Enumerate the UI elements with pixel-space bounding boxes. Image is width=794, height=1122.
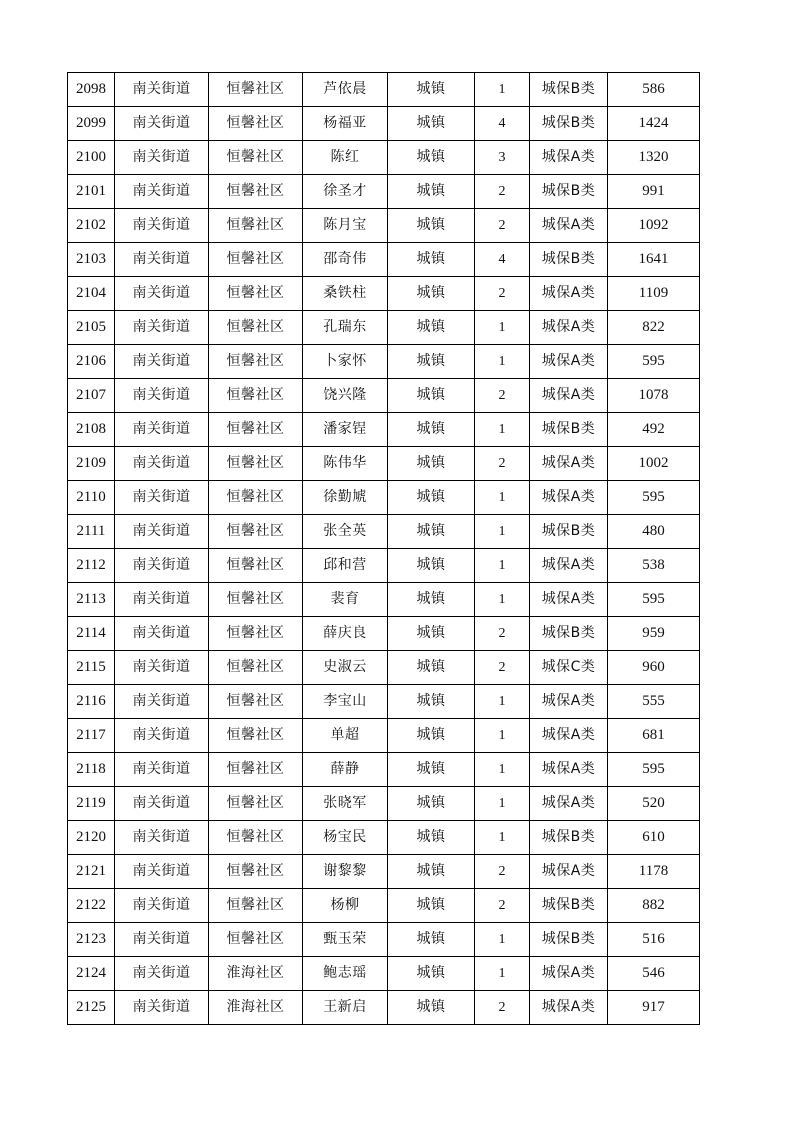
community-cell: 恒馨社区 <box>209 549 303 583</box>
table-row <box>68 345 700 379</box>
name-cell: 陈月宝 <box>303 209 388 243</box>
member-count-cell: 1 <box>475 345 530 379</box>
household-type-cell: 城镇 <box>388 991 475 1025</box>
household-type-cell: 城镇 <box>388 515 475 549</box>
name-cell: 饶兴隆 <box>303 379 388 413</box>
subdistrict-cell: 南关街道 <box>115 787 209 821</box>
subdistrict-cell: 南关街道 <box>115 379 209 413</box>
subdistrict-cell: 南关街道 <box>115 957 209 991</box>
subdistrict-cell: 南关街道 <box>115 73 209 107</box>
member-count-cell: 2 <box>475 447 530 481</box>
name-cell: 孔瑞东 <box>303 311 388 345</box>
serial-number-cell: 2114 <box>68 617 115 651</box>
table-row <box>68 889 700 923</box>
amount-cell: 1078 <box>608 379 700 413</box>
community-cell: 恒馨社区 <box>209 617 303 651</box>
community-cell: 淮海社区 <box>209 957 303 991</box>
name-cell: 张晓军 <box>303 787 388 821</box>
category-cell: 城保A类 <box>530 583 608 617</box>
member-count-cell: 2 <box>475 855 530 889</box>
household-type-cell: 城镇 <box>388 107 475 141</box>
amount-cell: 991 <box>608 175 700 209</box>
serial-number-cell: 2110 <box>68 481 115 515</box>
community-cell: 恒馨社区 <box>209 311 303 345</box>
household-type-cell: 城镇 <box>388 821 475 855</box>
household-type-cell: 城镇 <box>388 311 475 345</box>
category-cell: 城保B类 <box>530 243 608 277</box>
household-type-cell: 城镇 <box>388 447 475 481</box>
amount-cell: 917 <box>608 991 700 1025</box>
serial-number-cell: 2102 <box>68 209 115 243</box>
table-row <box>68 413 700 447</box>
name-cell: 陈红 <box>303 141 388 175</box>
table-row <box>68 243 700 277</box>
amount-cell: 1109 <box>608 277 700 311</box>
category-cell: 城保B类 <box>530 821 608 855</box>
serial-number-cell: 2122 <box>68 889 115 923</box>
name-cell: 李宝山 <box>303 685 388 719</box>
community-cell: 恒馨社区 <box>209 753 303 787</box>
amount-cell: 492 <box>608 413 700 447</box>
table-row <box>68 719 700 753</box>
serial-number-cell: 2118 <box>68 753 115 787</box>
category-cell: 城保B类 <box>530 107 608 141</box>
community-cell: 恒馨社区 <box>209 651 303 685</box>
amount-cell: 1424 <box>608 107 700 141</box>
amount-cell: 480 <box>608 515 700 549</box>
amount-cell: 595 <box>608 345 700 379</box>
subdistrict-cell: 南关街道 <box>115 311 209 345</box>
community-cell: 恒馨社区 <box>209 719 303 753</box>
subdistrict-cell: 南关街道 <box>115 481 209 515</box>
subdistrict-cell: 南关街道 <box>115 719 209 753</box>
subdistrict-cell: 南关街道 <box>115 515 209 549</box>
table-row <box>68 753 700 787</box>
category-cell: 城保B类 <box>530 413 608 447</box>
table-row <box>68 73 700 107</box>
member-count-cell: 1 <box>475 481 530 515</box>
household-type-cell: 城镇 <box>388 753 475 787</box>
category-cell: 城保B类 <box>530 923 608 957</box>
name-cell: 陈伟华 <box>303 447 388 481</box>
household-type-cell: 城镇 <box>388 73 475 107</box>
serial-number-cell: 2123 <box>68 923 115 957</box>
name-cell: 徐勤虓 <box>303 481 388 515</box>
table-row <box>68 855 700 889</box>
member-count-cell: 2 <box>475 209 530 243</box>
amount-cell: 1178 <box>608 855 700 889</box>
community-cell: 恒馨社区 <box>209 345 303 379</box>
subdistrict-cell: 南关街道 <box>115 107 209 141</box>
amount-cell: 681 <box>608 719 700 753</box>
subdistrict-cell: 南关街道 <box>115 753 209 787</box>
household-type-cell: 城镇 <box>388 277 475 311</box>
community-cell: 恒馨社区 <box>209 73 303 107</box>
serial-number-cell: 2108 <box>68 413 115 447</box>
amount-cell: 586 <box>608 73 700 107</box>
serial-number-cell: 2117 <box>68 719 115 753</box>
household-type-cell: 城镇 <box>388 719 475 753</box>
member-count-cell: 1 <box>475 515 530 549</box>
table-row <box>68 175 700 209</box>
amount-cell: 595 <box>608 753 700 787</box>
member-count-cell: 1 <box>475 957 530 991</box>
serial-number-cell: 2115 <box>68 651 115 685</box>
category-cell: 城保A类 <box>530 855 608 889</box>
member-count-cell: 3 <box>475 141 530 175</box>
subdistrict-cell: 南关街道 <box>115 855 209 889</box>
serial-number-cell: 2113 <box>68 583 115 617</box>
community-cell: 恒馨社区 <box>209 141 303 175</box>
household-type-cell: 城镇 <box>388 209 475 243</box>
subdistrict-cell: 南关街道 <box>115 175 209 209</box>
member-count-cell: 1 <box>475 311 530 345</box>
household-type-cell: 城镇 <box>388 957 475 991</box>
category-cell: 城保C类 <box>530 651 608 685</box>
household-type-cell: 城镇 <box>388 685 475 719</box>
table-row <box>68 957 700 991</box>
amount-cell: 516 <box>608 923 700 957</box>
serial-number-cell: 2119 <box>68 787 115 821</box>
amount-cell: 882 <box>608 889 700 923</box>
category-cell: 城保B类 <box>530 175 608 209</box>
member-count-cell: 1 <box>475 787 530 821</box>
member-count-cell: 2 <box>475 617 530 651</box>
table-row <box>68 923 700 957</box>
subdistrict-cell: 南关街道 <box>115 243 209 277</box>
member-count-cell: 1 <box>475 73 530 107</box>
subdistrict-cell: 南关街道 <box>115 889 209 923</box>
data-table <box>67 72 700 1025</box>
name-cell: 邵奇伟 <box>303 243 388 277</box>
serial-number-cell: 2109 <box>68 447 115 481</box>
subdistrict-cell: 南关街道 <box>115 991 209 1025</box>
amount-cell: 960 <box>608 651 700 685</box>
member-count-cell: 1 <box>475 413 530 447</box>
member-count-cell: 2 <box>475 651 530 685</box>
category-cell: 城保A类 <box>530 345 608 379</box>
name-cell: 单超 <box>303 719 388 753</box>
category-cell: 城保A类 <box>530 277 608 311</box>
table-row <box>68 583 700 617</box>
household-type-cell: 城镇 <box>388 175 475 209</box>
community-cell: 恒馨社区 <box>209 107 303 141</box>
community-cell: 恒馨社区 <box>209 243 303 277</box>
serial-number-cell: 2105 <box>68 311 115 345</box>
amount-cell: 1092 <box>608 209 700 243</box>
member-count-cell: 4 <box>475 243 530 277</box>
subdistrict-cell: 南关街道 <box>115 277 209 311</box>
community-cell: 恒馨社区 <box>209 277 303 311</box>
table-row <box>68 379 700 413</box>
name-cell: 裴育 <box>303 583 388 617</box>
household-type-cell: 城镇 <box>388 379 475 413</box>
community-cell: 恒馨社区 <box>209 685 303 719</box>
subdistrict-cell: 南关街道 <box>115 617 209 651</box>
community-cell: 恒馨社区 <box>209 787 303 821</box>
member-count-cell: 2 <box>475 889 530 923</box>
name-cell: 徐圣才 <box>303 175 388 209</box>
table-row <box>68 515 700 549</box>
household-type-cell: 城镇 <box>388 787 475 821</box>
subdistrict-cell: 南关街道 <box>115 651 209 685</box>
household-type-cell: 城镇 <box>388 481 475 515</box>
amount-cell: 595 <box>608 583 700 617</box>
subdistrict-cell: 南关街道 <box>115 413 209 447</box>
name-cell: 杨宝民 <box>303 821 388 855</box>
serial-number-cell: 2111 <box>68 515 115 549</box>
serial-number-cell: 2120 <box>68 821 115 855</box>
table-row <box>68 209 700 243</box>
table-row <box>68 141 700 175</box>
serial-number-cell: 2101 <box>68 175 115 209</box>
household-type-cell: 城镇 <box>388 617 475 651</box>
amount-cell: 1641 <box>608 243 700 277</box>
community-cell: 恒馨社区 <box>209 583 303 617</box>
name-cell: 卜家怀 <box>303 345 388 379</box>
household-type-cell: 城镇 <box>388 549 475 583</box>
household-type-cell: 城镇 <box>388 345 475 379</box>
table-body <box>68 73 700 1025</box>
table-row <box>68 447 700 481</box>
household-type-cell: 城镇 <box>388 413 475 447</box>
table-row <box>68 549 700 583</box>
name-cell: 芦依晨 <box>303 73 388 107</box>
category-cell: 城保A类 <box>530 991 608 1025</box>
name-cell: 杨福亚 <box>303 107 388 141</box>
name-cell: 薛庆良 <box>303 617 388 651</box>
serial-number-cell: 2112 <box>68 549 115 583</box>
serial-number-cell: 2106 <box>68 345 115 379</box>
subdistrict-cell: 南关街道 <box>115 209 209 243</box>
member-count-cell: 1 <box>475 753 530 787</box>
serial-number-cell: 2124 <box>68 957 115 991</box>
name-cell: 潘家锃 <box>303 413 388 447</box>
serial-number-cell: 2103 <box>68 243 115 277</box>
community-cell: 恒馨社区 <box>209 855 303 889</box>
table-row <box>68 685 700 719</box>
table-row <box>68 991 700 1025</box>
member-count-cell: 2 <box>475 175 530 209</box>
member-count-cell: 2 <box>475 277 530 311</box>
community-cell: 恒馨社区 <box>209 447 303 481</box>
category-cell: 城保A类 <box>530 447 608 481</box>
subdistrict-cell: 南关街道 <box>115 345 209 379</box>
name-cell: 桑铁柱 <box>303 277 388 311</box>
serial-number-cell: 2104 <box>68 277 115 311</box>
subdistrict-cell: 南关街道 <box>115 685 209 719</box>
amount-cell: 538 <box>608 549 700 583</box>
amount-cell: 1002 <box>608 447 700 481</box>
category-cell: 城保A类 <box>530 141 608 175</box>
table-row <box>68 787 700 821</box>
community-cell: 恒馨社区 <box>209 481 303 515</box>
table-row <box>68 107 700 141</box>
subdistrict-cell: 南关街道 <box>115 923 209 957</box>
household-type-cell: 城镇 <box>388 923 475 957</box>
name-cell: 史淑云 <box>303 651 388 685</box>
amount-cell: 959 <box>608 617 700 651</box>
serial-number-cell: 2107 <box>68 379 115 413</box>
category-cell: 城保A类 <box>530 753 608 787</box>
category-cell: 城保B类 <box>530 889 608 923</box>
category-cell: 城保A类 <box>530 719 608 753</box>
serial-number-cell: 2116 <box>68 685 115 719</box>
community-cell: 恒馨社区 <box>209 889 303 923</box>
name-cell: 邱和营 <box>303 549 388 583</box>
category-cell: 城保A类 <box>530 787 608 821</box>
category-cell: 城保A类 <box>530 685 608 719</box>
table-row <box>68 277 700 311</box>
member-count-cell: 1 <box>475 549 530 583</box>
household-type-cell: 城镇 <box>388 141 475 175</box>
category-cell: 城保A类 <box>530 481 608 515</box>
name-cell: 王新启 <box>303 991 388 1025</box>
category-cell: 城保A类 <box>530 957 608 991</box>
subdistrict-cell: 南关街道 <box>115 447 209 481</box>
category-cell: 城保B类 <box>530 617 608 651</box>
table-row <box>68 821 700 855</box>
member-count-cell: 1 <box>475 719 530 753</box>
table-row <box>68 311 700 345</box>
name-cell: 鲍志瑶 <box>303 957 388 991</box>
member-count-cell: 1 <box>475 923 530 957</box>
serial-number-cell: 2121 <box>68 855 115 889</box>
serial-number-cell: 2098 <box>68 73 115 107</box>
amount-cell: 546 <box>608 957 700 991</box>
table-row <box>68 651 700 685</box>
subdistrict-cell: 南关街道 <box>115 821 209 855</box>
category-cell: 城保B类 <box>530 73 608 107</box>
subdistrict-cell: 南关街道 <box>115 549 209 583</box>
community-cell: 恒馨社区 <box>209 379 303 413</box>
amount-cell: 610 <box>608 821 700 855</box>
name-cell: 谢黎黎 <box>303 855 388 889</box>
serial-number-cell: 2099 <box>68 107 115 141</box>
community-cell: 恒馨社区 <box>209 923 303 957</box>
member-count-cell: 1 <box>475 821 530 855</box>
name-cell: 甄玉荣 <box>303 923 388 957</box>
serial-number-cell: 2125 <box>68 991 115 1025</box>
category-cell: 城保A类 <box>530 549 608 583</box>
subdistrict-cell: 南关街道 <box>115 141 209 175</box>
member-count-cell: 2 <box>475 991 530 1025</box>
table-row <box>68 481 700 515</box>
household-type-cell: 城镇 <box>388 651 475 685</box>
household-type-cell: 城镇 <box>388 243 475 277</box>
community-cell: 恒馨社区 <box>209 175 303 209</box>
household-type-cell: 城镇 <box>388 855 475 889</box>
member-count-cell: 4 <box>475 107 530 141</box>
household-type-cell: 城镇 <box>388 583 475 617</box>
name-cell: 杨柳 <box>303 889 388 923</box>
table-row <box>68 617 700 651</box>
serial-number-cell: 2100 <box>68 141 115 175</box>
category-cell: 城保A类 <box>530 379 608 413</box>
member-count-cell: 1 <box>475 685 530 719</box>
household-type-cell: 城镇 <box>388 889 475 923</box>
name-cell: 薛静 <box>303 753 388 787</box>
category-cell: 城保A类 <box>530 209 608 243</box>
amount-cell: 822 <box>608 311 700 345</box>
name-cell: 张全英 <box>303 515 388 549</box>
community-cell: 恒馨社区 <box>209 209 303 243</box>
member-count-cell: 2 <box>475 379 530 413</box>
amount-cell: 595 <box>608 481 700 515</box>
amount-cell: 520 <box>608 787 700 821</box>
subdistrict-cell: 南关街道 <box>115 583 209 617</box>
community-cell: 恒馨社区 <box>209 413 303 447</box>
community-cell: 恒馨社区 <box>209 821 303 855</box>
category-cell: 城保B类 <box>530 515 608 549</box>
amount-cell: 1320 <box>608 141 700 175</box>
amount-cell: 555 <box>608 685 700 719</box>
category-cell: 城保A类 <box>530 311 608 345</box>
community-cell: 恒馨社区 <box>209 515 303 549</box>
community-cell: 淮海社区 <box>209 991 303 1025</box>
member-count-cell: 1 <box>475 583 530 617</box>
